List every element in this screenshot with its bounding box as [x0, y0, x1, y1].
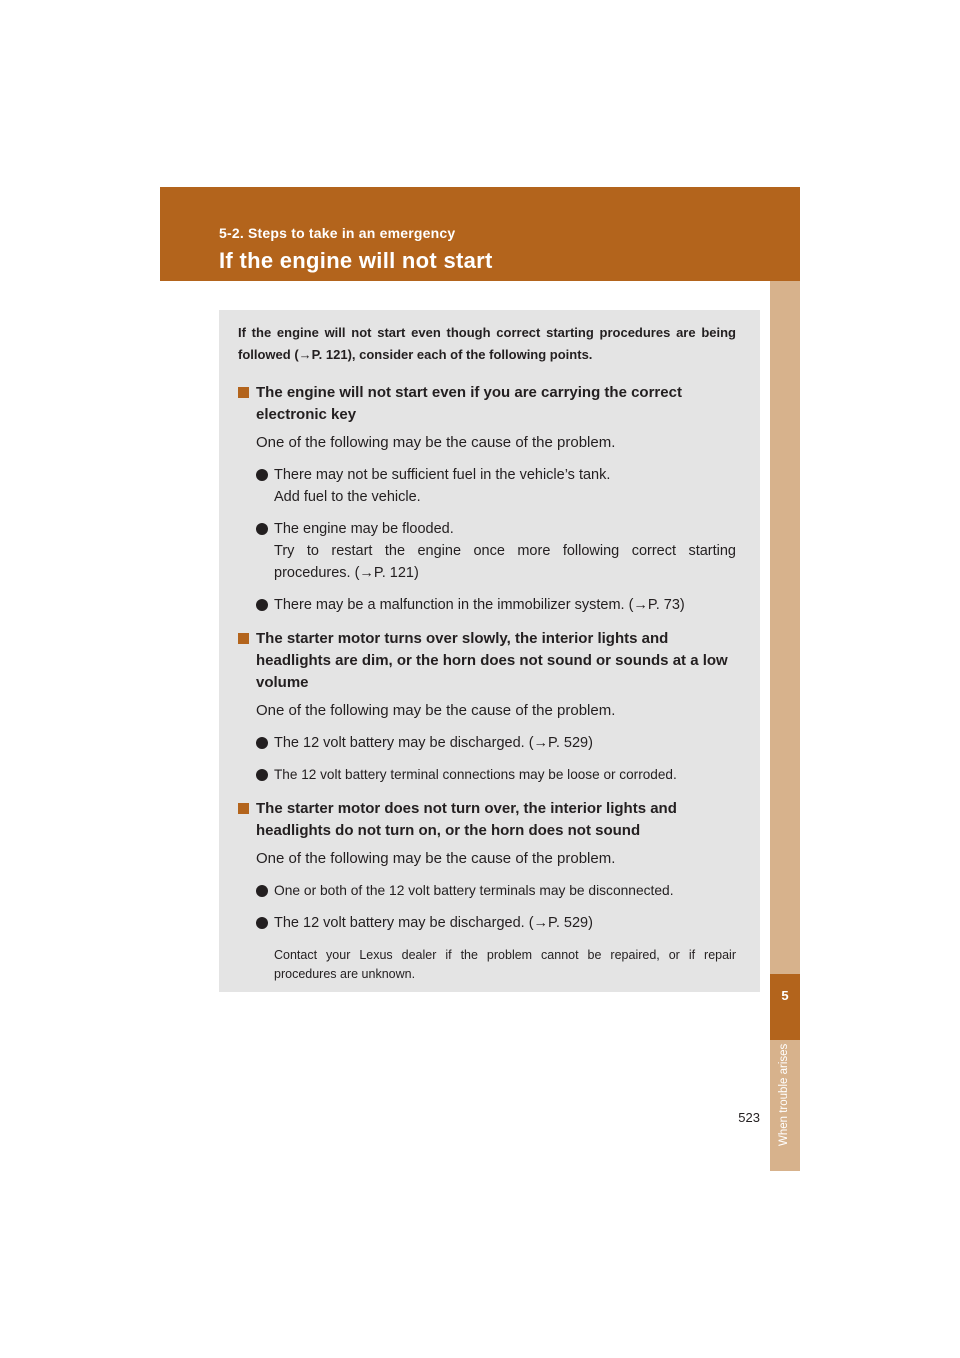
list-item [256, 464, 736, 508]
case-heading [238, 382, 736, 426]
section-label: 5-2. Steps to take in an emergency [219, 225, 456, 241]
chapter-number: 5 [781, 988, 789, 1003]
case-heading [238, 628, 736, 694]
round-bullet-icon [256, 523, 268, 535]
case-section [238, 798, 736, 934]
list-item [256, 912, 736, 934]
case-heading-text: The engine will not start even if you are carrying the correct electronic key [256, 384, 682, 423]
chapter-number-box [770, 974, 800, 1040]
case-heading-text: The starter motor turns over slowly, the interior lights and headlights are dim, or the horn does not sound or sounds at a low volume [256, 630, 728, 691]
round-bullet-icon [256, 769, 268, 781]
bullet-text: The 12 volt battery may be discharged. (→P. 529) [274, 915, 593, 931]
bullet-text: There may not be sufficient fuel in the vehicle’s tank. [274, 467, 611, 483]
panel-content [238, 322, 736, 984]
round-bullet-icon [256, 917, 268, 929]
dealer-note: Contact your Lexus dealer if the problem cannot be repaired, or if repair procedures are unknown. [274, 948, 736, 981]
round-bullet-icon [256, 469, 268, 481]
bullet-text: One or both of the 12 volt battery terminals may be disconnected. [274, 883, 674, 898]
intro-paragraph: If the engine will not start even though correct starting procedures are being followed (→P. 121), consider each of the following points. [238, 325, 736, 362]
bullet-text: There may be a malfunction in the immobilizer system. (→P. 73) [274, 597, 685, 613]
square-bullet-icon [238, 633, 249, 644]
list-item [256, 764, 736, 786]
bullet-subtext: Add fuel to the vehicle. [274, 489, 421, 505]
case-lead: One of the following may be the cause of the problem. [256, 702, 616, 719]
list-item [256, 880, 736, 902]
square-bullet-icon [238, 387, 249, 398]
list-item [256, 732, 736, 754]
case-heading-text: The starter motor does not turn over, the interior lights and headlights do not turn on, or the horn does not sound [256, 800, 677, 839]
bullet-text: The engine may be flooded. [274, 521, 454, 537]
bullet-text: The 12 volt battery may be discharged. (→P. 529) [274, 735, 593, 751]
round-bullet-icon [256, 885, 268, 897]
list-item [256, 594, 736, 616]
list-item [256, 518, 736, 584]
chapter-label: When trouble arises [778, 1044, 790, 1147]
round-bullet-icon [256, 737, 268, 749]
case-section [238, 628, 736, 786]
case-heading [238, 798, 736, 842]
square-bullet-icon [238, 803, 249, 814]
bullet-subtext: Try to restart the engine once more following correct starting procedures. (→P. 121) [274, 543, 736, 581]
case-lead: One of the following may be the cause of the problem. [256, 434, 616, 451]
bullet-text: The 12 volt battery terminal connections may be loose or corroded. [274, 767, 677, 782]
page-number: 523 [738, 1110, 760, 1125]
round-bullet-icon [256, 599, 268, 611]
case-lead: One of the following may be the cause of the problem. [256, 850, 616, 867]
case-section [238, 382, 736, 616]
page-title: If the engine will not start [219, 248, 493, 273]
